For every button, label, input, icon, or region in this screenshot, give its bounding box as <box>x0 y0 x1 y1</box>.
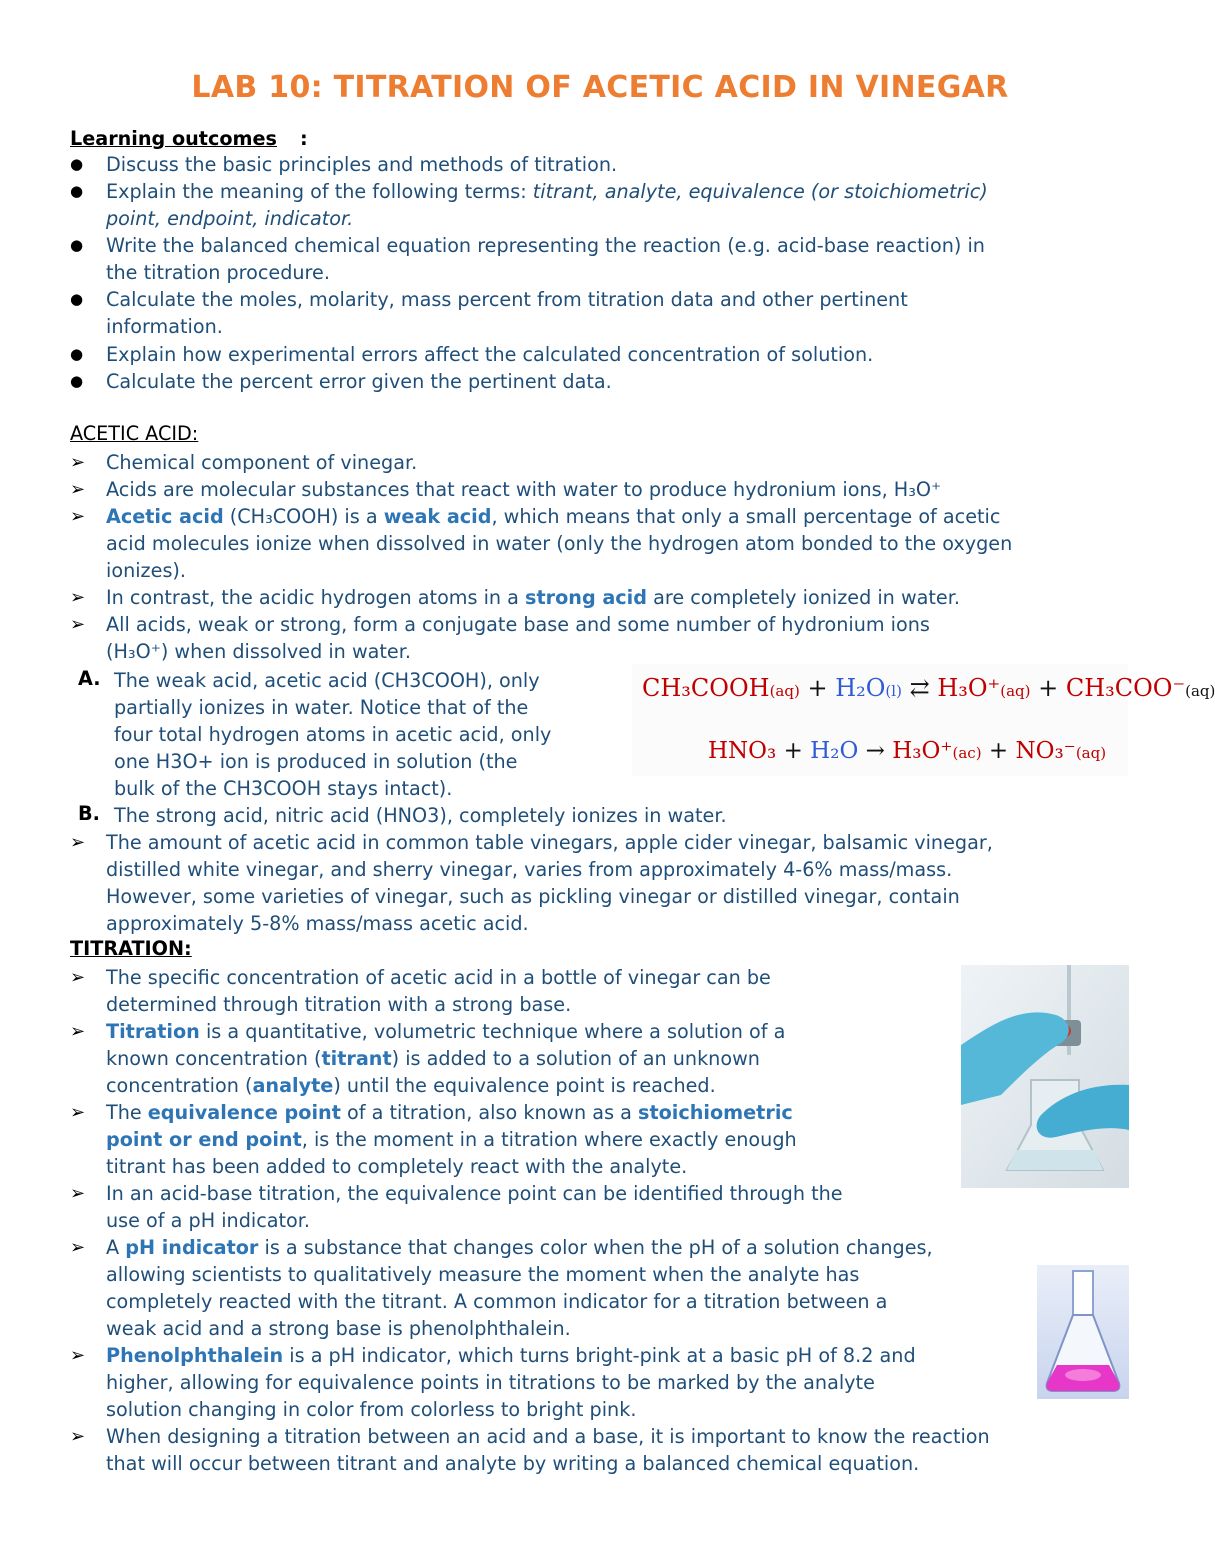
term-phenolphthalein: Phenolphthalein <box>106 1344 284 1367</box>
text-span: known concentration ( <box>106 1047 322 1070</box>
text-span: are completely ionized in water. <box>647 586 960 609</box>
list-item-text <box>106 1234 933 1261</box>
item-a-text: The weak acid, acetic acid (CH3COOH), only <box>114 669 540 692</box>
eq-reactant: H₂O <box>835 674 886 702</box>
list-item-text <box>106 1342 916 1369</box>
term-end-point: point or end point <box>106 1128 302 1151</box>
list-item-text <box>106 1099 793 1126</box>
list-item-text: However, some varieties of vinegar, such as pickling vinegar or distilled vinegar, contain <box>106 885 960 908</box>
eq-product: H₃O⁺ <box>892 738 953 764</box>
item-a-text: four total hydrogen atoms in acetic acid, only <box>114 723 552 746</box>
text-span: , which means that only a small percentage of acetic <box>491 505 1001 528</box>
eq-state: (ac) <box>952 744 982 762</box>
arrow-bullet-icon: ➢ <box>70 967 86 988</box>
eq-state: (aq) <box>1185 682 1215 700</box>
list-item-text: the titration procedure. <box>106 261 330 284</box>
item-a-line <box>114 667 540 694</box>
list-item-text: weak acid and a strong base is phenolphthalein. <box>106 1317 571 1340</box>
arrow-bullet-icon: ➢ <box>70 614 86 635</box>
list-item-text <box>106 584 960 611</box>
list-item-text <box>106 1126 797 1153</box>
term-stoichiometric: stoichiometric <box>638 1101 793 1124</box>
arrow-bullet-icon: ➢ <box>70 1102 86 1123</box>
eq-plus: + <box>1030 674 1066 702</box>
bullet-icon: ● <box>70 372 84 390</box>
arrow-bullet-icon: ➢ <box>70 479 86 500</box>
eq-arrow-icon: → <box>858 738 893 764</box>
arrow-bullet-icon: ➢ <box>70 832 86 853</box>
learning-heading-text: Learning outcomes <box>70 127 277 150</box>
text-span: In contrast, the acidic hydrogen atoms in a <box>106 586 526 609</box>
text-span: is a substance that changes color when the pH of a solution changes, <box>258 1236 933 1259</box>
list-item-text: Explain how experimental errors affect the calculated concentration of solution. <box>106 343 874 366</box>
list-item-text: Discuss the basic principles and methods of titration. <box>106 153 618 176</box>
list-item-text: Calculate the percent error given the pertinent data. <box>106 370 612 393</box>
eq-state: (aq) <box>1000 682 1031 700</box>
eq-product: CH₃COO⁻ <box>1065 674 1186 702</box>
list-item-text: use of a pH indicator. <box>106 1209 311 1232</box>
term-strong-acid: strong acid <box>525 586 647 609</box>
titration-heading: TITRATION: <box>70 937 192 960</box>
eq-plus: + <box>981 738 1016 764</box>
arrow-bullet-icon: ➢ <box>70 587 86 608</box>
arrow-bullet-icon: ➢ <box>70 1183 86 1204</box>
terms-italic: titrant, analyte, equivalence (or stoichiometric) <box>532 180 988 203</box>
arrow-bullet-icon: ➢ <box>70 452 86 473</box>
list-item-text: allowing scientists to qualitatively measure the moment when the analyte has <box>106 1263 860 1286</box>
arrow-bullet-icon: ➢ <box>70 1345 86 1366</box>
bullet-icon: ● <box>70 155 84 173</box>
equation-nitric-acid <box>708 738 1106 764</box>
term-ph-indicator: pH indicator <box>125 1236 259 1259</box>
list-item-text: Acids are molecular substances that react with water to produce hydronium ions, H₃O⁺ <box>106 478 942 501</box>
list-item-text <box>106 1045 760 1072</box>
titration-photo <box>961 965 1129 1188</box>
list-item-text: point, endpoint, indicator. <box>106 207 354 230</box>
term-equivalence-point: equivalence point <box>147 1101 341 1124</box>
term-titration: Titration <box>106 1020 200 1043</box>
list-item-text: (H₃O⁺) when dissolved in water. <box>106 640 411 663</box>
list-item-text: titrant has been added to completely react with the analyte. <box>106 1155 688 1178</box>
item-a-line <box>114 694 528 721</box>
eq-state: (aq) <box>769 682 800 700</box>
list-item-text: When designing a titration between an acid and a base, it is important to know the reaction <box>106 1425 990 1448</box>
learning-outcomes-heading <box>70 127 277 150</box>
list-item-text: In an acid-base titration, the equivalence point can be identified through the <box>106 1182 843 1205</box>
page-title: LAB 10: TITRATION OF ACETIC ACID IN VINEGAR <box>191 70 1009 105</box>
eq-reactant: H₂O <box>810 738 859 764</box>
bullet-icon: ● <box>70 236 84 254</box>
list-item-text: determined through titration with a strong base. <box>106 993 572 1016</box>
list-item-text: solution changing in color from colorless to bright pink. <box>106 1398 637 1421</box>
eq-state: (l) <box>885 682 902 700</box>
text-span: (CH₃COOH) is a <box>223 505 384 528</box>
item-b-text: The strong acid, nitric acid (HNO3), completely ionizes in water. <box>114 804 727 827</box>
bullet-icon: ● <box>70 345 84 363</box>
term-titrant: titrant <box>321 1047 392 1070</box>
text-span: of a titration, also known as a <box>340 1101 639 1124</box>
list-item-text: Calculate the moles, molarity, mass percent from titration data and other pertinent <box>106 288 908 311</box>
term-weak-acid: weak acid <box>383 505 492 528</box>
item-a-line <box>114 721 551 748</box>
text-span: The <box>106 1101 148 1124</box>
acetic-acid-heading: ACETIC ACID: <box>70 422 199 445</box>
eq-reactant: HNO₃ <box>708 738 777 764</box>
label-a: A. <box>78 667 101 690</box>
list-item-text: The specific concentration of acetic acid in a bottle of vinegar can be <box>106 966 771 989</box>
solution-highlight-icon <box>1065 1369 1101 1381</box>
list-item-text: acid molecules ionize when dissolved in water (only the hydrogen atom bonded to the oxygen <box>106 532 1013 555</box>
text-span: ) until the equivalence point is reached. <box>333 1074 716 1097</box>
text-span: is a quantitative, volumetric technique where a solution of a <box>199 1020 786 1043</box>
bullet-icon: ● <box>70 290 84 308</box>
list-item-text: that will occur between titrant and analyte by writing a balanced chemical equation. <box>106 1452 920 1475</box>
list-item-text <box>106 1072 716 1099</box>
item-a-text: partially ionizes in water. Notice that of the <box>114 696 529 719</box>
list-item-text <box>106 178 988 205</box>
list-item-text <box>106 503 1000 530</box>
item-b-line <box>114 802 727 829</box>
arrow-bullet-icon: ➢ <box>70 506 86 527</box>
terms-intro: Explain the meaning of the following terms: <box>106 180 533 203</box>
item-a-text: one H3O+ ion is produced in solution (the <box>114 750 518 773</box>
phenolphthalein-flask-photo <box>1037 1265 1129 1399</box>
item-a-line <box>114 775 452 802</box>
eq-plus: + <box>776 738 811 764</box>
eq-plus: + <box>799 674 836 702</box>
equations-figure <box>632 664 1215 776</box>
item-a-text: bulk of the CH3COOH stays intact). <box>114 777 453 800</box>
bullet-icon: ● <box>70 182 84 200</box>
list-item-text: higher, allowing for equivalence points in titrations to be marked by the analyte <box>106 1371 875 1394</box>
list-item-text: completely reacted with the titrant. A common indicator for a titration between a <box>106 1290 888 1313</box>
text-span: A <box>106 1236 126 1259</box>
term-acetic-acid: Acetic acid <box>106 505 224 528</box>
learning-heading-colon: : <box>300 127 308 150</box>
text-span: , is the moment in a titration where exactly enough <box>301 1128 797 1151</box>
list-item-text: Chemical component of vinegar. <box>106 451 418 474</box>
arrow-bullet-icon: ➢ <box>70 1426 86 1447</box>
text-span: concentration ( <box>106 1074 253 1097</box>
equation-acetic-acid <box>642 674 1215 702</box>
eq-product: NO₃⁻ <box>1015 738 1076 764</box>
eq-equilibrium-arrow-icon: ⇄ <box>901 674 938 702</box>
arrow-bullet-icon: ➢ <box>70 1021 86 1042</box>
item-a-line <box>114 748 517 775</box>
list-item-text: Write the balanced chemical equation representing the reaction (e.g. acid-base reaction) in <box>106 234 985 257</box>
eq-state: (aq) <box>1075 744 1107 762</box>
list-item-text: ionizes). <box>106 559 187 582</box>
term-analyte: analyte <box>252 1074 334 1097</box>
eq-reactant: CH₃COOH <box>642 674 770 702</box>
eq-product: H₃O⁺ <box>937 674 1001 702</box>
text-span: is a pH indicator, which turns bright-pink at a basic pH of 8.2 and <box>283 1344 916 1367</box>
list-item-text: information. <box>106 315 223 338</box>
list-item-text: All acids, weak or strong, form a conjugate base and some number of hydronium ions <box>106 613 930 636</box>
list-item-text: approximately 5-8% mass/mass acetic acid. <box>106 912 529 935</box>
flask-neck-icon <box>1073 1271 1093 1315</box>
list-item-text: distilled white vinegar, and sherry vinegar, varies from approximately 4-6% mass/mass. <box>106 858 953 881</box>
list-item-text: The amount of acetic acid in common table vinegars, apple cider vinegar, balsamic vinegar, <box>106 831 993 854</box>
text-span: ) is added to a solution of an unknown <box>391 1047 760 1070</box>
arrow-bullet-icon: ➢ <box>70 1237 86 1258</box>
flask-liquid-icon <box>1007 1150 1103 1170</box>
label-b: B. <box>78 802 100 825</box>
list-item-text <box>106 1018 785 1045</box>
